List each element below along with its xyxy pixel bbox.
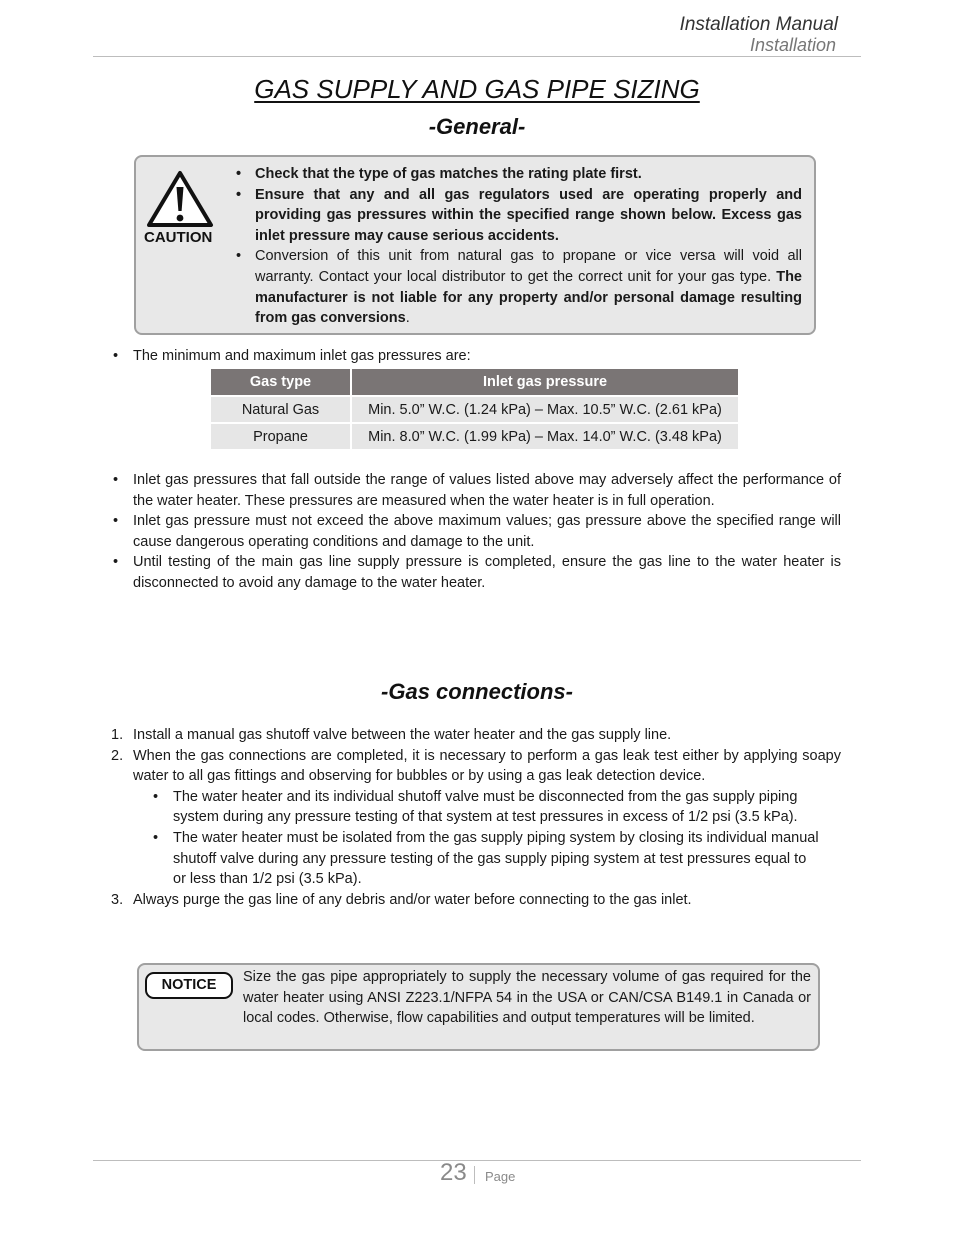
step-text: When the gas connections are completed, it is necessary to perform a gas leak test either by applying soapy water to all gas fittings and observing for bubbles or by using a gas leak detection device. <box>133 747 841 785</box>
header-inlet-pressure: Inlet gas pressure <box>352 369 738 395</box>
list-item: • Until testing of the main gas line supply pressure is completed, ensure the gas line to the water heater is disconnected to avoid any damage to the water heater. <box>113 552 841 593</box>
caution-item-conversion <box>234 246 802 328</box>
cell-gas-type: Natural Gas <box>211 397 350 422</box>
header-divider <box>93 56 861 57</box>
gas-pressure-table <box>209 369 740 449</box>
caution-conversion-text: Conversion of this unit from natural gas to propane or vice versa will void all warranty. Contact your local distributor to get the correct unit for your gas type. <box>255 248 802 285</box>
step-item <box>113 746 841 890</box>
step-text: Always purge the gas line of any debris and/or water before connecting to the gas inlet. <box>133 891 692 908</box>
page-title: GAS SUPPLY AND GAS PIPE SIZING <box>254 74 700 104</box>
cell-pressure: Min. 8.0” W.C. (1.99 kPa) – Max. 14.0” W.C. (3.48 kPa) <box>352 424 738 449</box>
list-item: • The water heater and its individual shutoff valve must be disconnected from the gas supply piping system during any pressure testing of that system at test pressures in excess of 1/2 psi (3.5 kPa). <box>153 787 821 828</box>
pressure-intro: • The minimum and maximum inlet gas pressures are: <box>113 346 843 367</box>
step-sublist <box>113 787 821 890</box>
step-item <box>113 725 841 746</box>
caution-list <box>234 164 802 329</box>
table-row <box>211 397 738 422</box>
footer-divider <box>93 1160 861 1161</box>
cell-pressure: Min. 5.0” W.C. (1.24 kPa) – Max. 10.5” W.C. (2.61 kPa) <box>352 397 738 422</box>
header-title: Installation Manual <box>679 14 838 35</box>
warning-triangle-icon <box>146 170 214 228</box>
step-item <box>113 890 841 911</box>
step-number: 2. <box>111 747 124 764</box>
gas-connection-steps <box>113 725 841 910</box>
table-header-row <box>211 369 738 395</box>
header-gas-type: Gas type <box>211 369 350 395</box>
header-subtitle: Installation <box>749 35 836 55</box>
list-item: • Inlet gas pressure must not exceed the above maximum values; gas pressure above the specified range will cause dangerous operating conditions and damage to the unit. <box>113 511 841 552</box>
caution-liability-text: The manufacturer is not liable for any property and/or personal damage resulting from gas conversions <box>255 268 802 327</box>
step-text: Install a manual gas shutoff valve between the water heater and the gas supply line. <box>133 727 672 743</box>
list-item: • Inlet gas pressures that fall outside the range of values listed above may adversely affect the performance of the water heater. These pressures are measured when the water heater is in full operation. <box>113 470 841 511</box>
page-separator <box>474 1166 475 1184</box>
caution-item-regulators: • Ensure that any and all gas regulators used are operating properly and providing gas pressures within the specified range shown below. Excess gas inlet pressure may cause serious accidents. <box>234 185 802 247</box>
notice-text: Size the gas pipe appropriately to supply the necessary volume of gas required for the water heater using ANSI Z223.1/NFPA 54 in the USA or CAN/CSA B149.1 in Canada or local codes. Otherwise, flow capabilities and output temperatures will be limited. <box>243 969 811 1027</box>
step-number: 3. <box>111 891 124 908</box>
caution-period: . <box>405 310 410 327</box>
pressure-intro-list <box>113 346 843 367</box>
page-label: Page <box>485 1169 516 1184</box>
caution-item-rating-plate: • Check that the type of gas matches the rating plate first. <box>234 164 802 185</box>
section-heading-gas-connections: -Gas connections- <box>381 679 573 704</box>
page-number: 23 <box>440 1159 467 1186</box>
section-heading-general: -General- <box>428 114 526 139</box>
table-row <box>211 424 738 449</box>
list-item: • The water heater must be isolated from the gas supply piping system by closing its individual manual shutoff valve during any pressure testing of the gas supply piping system at test pressures equal to or less than 1/2 psi (3.5 kPa). <box>153 828 821 890</box>
pressure-notes-list <box>113 470 841 594</box>
step-number: 1. <box>111 727 124 743</box>
notice-badge: NOTICE <box>145 972 233 999</box>
cell-gas-type: Propane <box>211 424 350 449</box>
caution-label: CAUTION <box>144 229 213 246</box>
